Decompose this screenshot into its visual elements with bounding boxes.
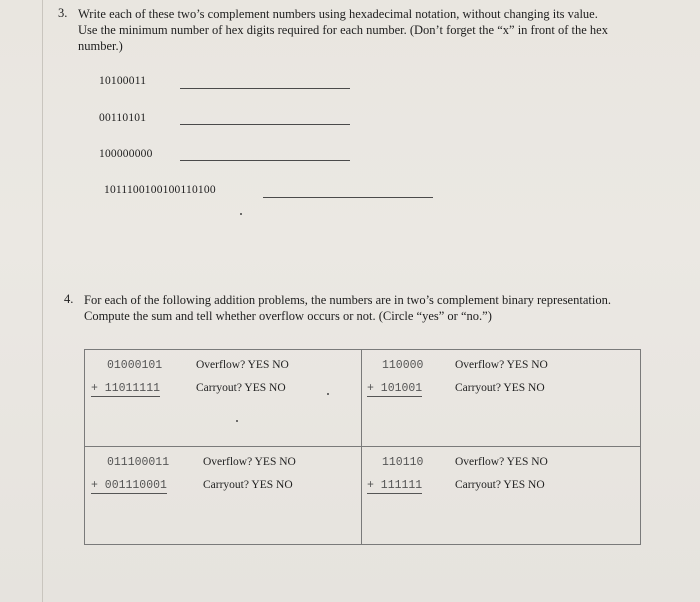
stray-mark [240, 213, 242, 215]
question-4-line-1: For each of the following addition problems, the numbers are in two’s complement binary representation. [84, 293, 611, 307]
question-4-number: 4. [64, 292, 74, 306]
problem-2-carryout[interactable]: Carryout? YES NO [455, 382, 545, 394]
problem-2-operand-a: 110000 [382, 359, 424, 372]
stray-mark [236, 420, 238, 422]
problem-1-carryout[interactable]: Carryout? YES NO [196, 382, 286, 394]
problem-1-operand-a: 01000101 [107, 359, 163, 372]
problem-3-operand-a: 011100011 [107, 456, 170, 469]
page-edge [42, 0, 43, 602]
answer-blank-4[interactable] [263, 197, 433, 198]
answer-blank-3[interactable] [180, 160, 350, 161]
problem-4-operand-b: + 111111 [367, 479, 423, 492]
problem-2-overflow[interactable]: Overflow? YES NO [455, 359, 548, 371]
question-4-line-2: Compute the sum and tell whether overflow occurs or not. (Circle “yes” or “no.”) [84, 309, 492, 323]
problem-3-overflow[interactable]: Overflow? YES NO [203, 456, 296, 468]
grid-divider-vertical [361, 350, 362, 544]
binary-item-1: 10100011 [99, 75, 147, 87]
problem-3-operand-b: + 001110001 [91, 479, 167, 492]
problem-4-carryout[interactable]: Carryout? YES NO [455, 479, 545, 491]
answer-blank-1[interactable] [180, 88, 350, 89]
problems-grid [84, 349, 641, 545]
binary-item-4: 1011100100100110100 [104, 184, 216, 196]
problem-1-operand-b: + 11011111 [91, 382, 161, 395]
question-3-line-3: number.) [78, 39, 123, 53]
problem-1-overflow[interactable]: Overflow? YES NO [196, 359, 289, 371]
binary-item-3: 100000000 [99, 148, 153, 160]
question-3-line-1: Write each of these two’s complement numbers using hexadecimal notation, without changing its value. [78, 7, 598, 21]
question-3-number: 3. [58, 6, 68, 20]
grid-divider-horizontal [85, 446, 640, 447]
stray-mark [327, 393, 329, 395]
question-3-line-2: Use the minimum number of hex digits required for each number. (Don’t forget the “x” in front of the hex [78, 23, 608, 37]
binary-item-2: 00110101 [99, 112, 147, 124]
answer-blank-2[interactable] [180, 124, 350, 125]
problem-4-operand-a: 110110 [382, 456, 424, 469]
problem-4-overflow[interactable]: Overflow? YES NO [455, 456, 548, 468]
problem-2-operand-b: + 101001 [367, 382, 423, 395]
problem-3-carryout[interactable]: Carryout? YES NO [203, 479, 293, 491]
